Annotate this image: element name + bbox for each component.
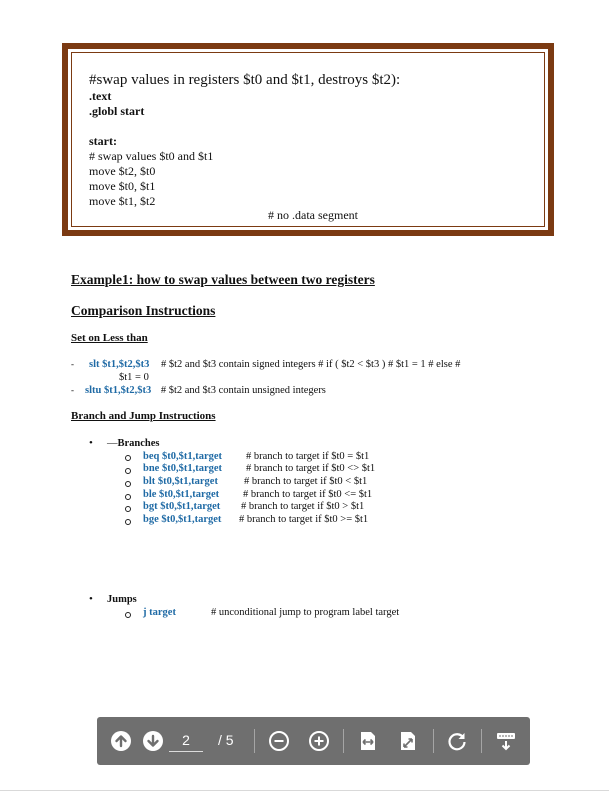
fit-width-button[interactable] [356, 729, 380, 753]
example-heading: Example1: how to swap values between two registers [71, 272, 375, 287]
instruction-comment: # branch to target if $t0 = $t1 [246, 451, 370, 462]
circle-bullet [125, 468, 131, 474]
instruction: bne $t0,$t1,target [143, 463, 223, 474]
zoom-in-button[interactable] [307, 729, 331, 753]
instruction-comment: # branch to target if $t0 < $t1 [244, 476, 368, 487]
set-less-than-heading: Set on Less than [71, 332, 148, 344]
code-line: move $t2, $t0 [89, 164, 156, 178]
dash-marker: - [71, 359, 74, 369]
instruction: bgt $t0,$t1,target [143, 501, 221, 512]
previous-page-button[interactable] [109, 729, 133, 753]
code-box [62, 43, 554, 236]
instruction-comment: # branch to target if $t0 >= $t1 [239, 514, 369, 525]
fit-page-icon [396, 729, 420, 753]
circle-bullet [125, 455, 131, 461]
instruction: j target [143, 607, 176, 618]
dash-prefix: — [107, 438, 118, 449]
toolbar-divider [254, 729, 255, 753]
zoom-out-icon [267, 729, 291, 753]
jumps-label: Jumps [107, 594, 137, 605]
bullet-dot: • [89, 437, 93, 449]
code-box-inner-border [71, 52, 545, 227]
next-page-button[interactable] [141, 729, 165, 753]
code-line: move $t1, $t2 [89, 194, 156, 208]
instruction: blt $t0,$t1,target [143, 476, 218, 487]
branch-row [143, 513, 368, 526]
branch-jump-heading: Branch and Jump Instructions [71, 410, 216, 422]
circle-bullet [125, 481, 131, 487]
instruction-comment: # branch to target if $t0 > $t1 [241, 501, 365, 512]
circle-bullet [125, 519, 131, 525]
instruction-comment: # branch to target if $t0 <> $t1 [246, 463, 376, 474]
code-line: start: [89, 134, 117, 148]
code-line: move $t0, $t1 [89, 179, 156, 193]
fit-width-icon [356, 729, 380, 753]
instruction: slt $t1,$t2,$t3 [89, 359, 150, 370]
fit-page-button[interactable] [396, 729, 420, 753]
instruction: sltu $t1,$t2,$t3 [85, 385, 152, 396]
branch-row [143, 475, 367, 488]
more-tools-button[interactable] [494, 729, 518, 753]
code-line: .text [89, 89, 112, 103]
toolbar-divider [481, 729, 482, 753]
slt-continuation: $t1 = 0 [119, 372, 149, 383]
circle-bullet [125, 494, 131, 500]
toolbar-divider [433, 729, 434, 753]
more-tools-icon [494, 729, 518, 753]
instruction-comment: # unconditional jump to program label target [211, 607, 400, 618]
dash-marker: - [71, 385, 74, 395]
jump-row [143, 606, 399, 619]
rotate-icon [445, 729, 469, 753]
instruction: ble $t0,$t1,target [143, 489, 220, 500]
page-number-input[interactable] [169, 729, 203, 752]
branches-label-row [107, 437, 160, 450]
branch-row [143, 500, 364, 513]
sltu-row [85, 384, 326, 397]
instruction-comment: # $t2 and $t3 contain unsigned integers [160, 385, 326, 396]
slt-row [89, 358, 460, 371]
rotate-button[interactable] [445, 729, 469, 753]
pdf-toolbar [97, 717, 530, 765]
code-title: #swap values in registers $t0 and $t1, destroys $t2): [89, 72, 401, 88]
bullet-dot: • [89, 593, 93, 605]
instruction: bge $t0,$t1,target [143, 514, 222, 525]
circle-bullet [125, 506, 131, 512]
code-line: .globl start [89, 104, 145, 118]
zoom-in-icon [307, 729, 331, 753]
branch-row [143, 462, 375, 475]
code-footer-comment: # no .data segment [268, 208, 358, 222]
instruction-comment: # $t2 and $t3 contain signed integers # if ( $t2 < $t3 ) # $t1 = 1 # else # [161, 359, 461, 370]
previous-page-icon [109, 729, 133, 753]
zoom-out-button[interactable] [267, 729, 291, 753]
page-total: / 5 [218, 732, 234, 748]
toolbar-divider [343, 729, 344, 753]
circle-bullet [125, 612, 131, 618]
branches-label: Branches [117, 438, 160, 449]
code-line: # swap values $t0 and $t1 [89, 149, 214, 163]
next-page-icon [141, 729, 165, 753]
viewer-bottom-border [0, 790, 609, 791]
instruction: beq $t0,$t1,target [143, 451, 223, 462]
comparison-heading: Comparison Instructions [71, 303, 216, 318]
instruction-comment: # branch to target if $t0 <= $t1 [243, 489, 373, 500]
